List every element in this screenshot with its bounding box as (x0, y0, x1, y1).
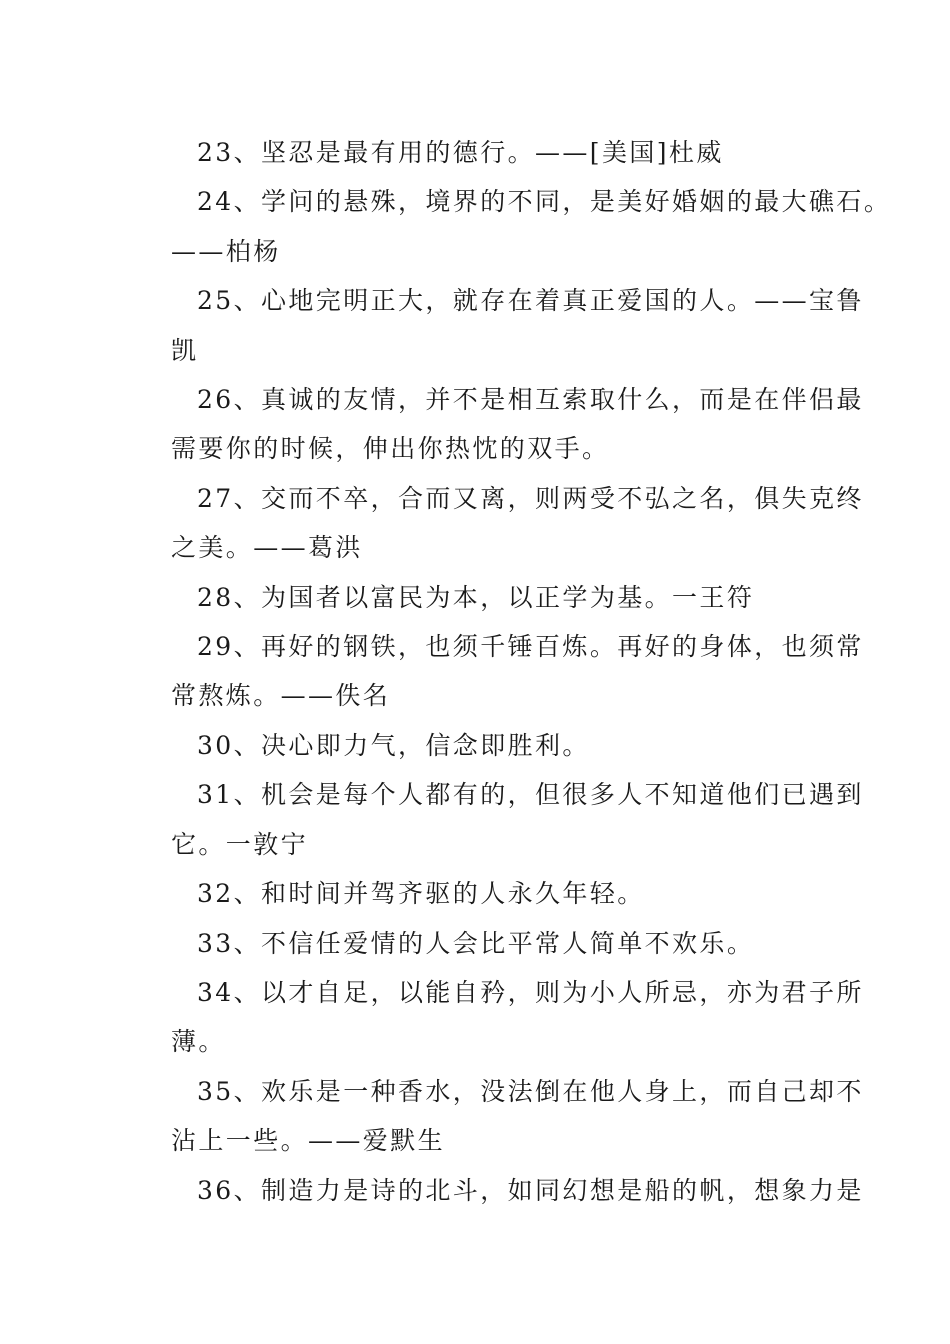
quote-line: 凯 (171, 335, 199, 365)
quote-28 (145, 573, 820, 622)
quote-line: 沾上一些。——爱默生 (171, 1126, 446, 1156)
quote-line: 30、决心即力气，信念即胜利。 (197, 730, 590, 760)
quote-line: 29、再好的钢铁，也须千锤百炼。再好的身体，也须常 (197, 632, 864, 662)
quote-25 (145, 276, 864, 375)
quote-29 (145, 622, 864, 721)
quote-33 (145, 919, 820, 968)
quote-24 (145, 177, 892, 276)
quote-line: 25、心地完明正大，就存在着真正爱国的人。——宝鲁 (197, 286, 864, 316)
quote-32 (145, 869, 820, 918)
quote-line: 23、坚忍是最有用的德行。——[美国]杜威 (197, 138, 724, 167)
quote-list (145, 128, 892, 1215)
quote-line: 之美。——葛洪 (171, 533, 363, 563)
quote-line: 35、欢乐是一种香水，没法倒在他人身上，而自己却不 (197, 1076, 864, 1106)
quote-27 (145, 474, 864, 573)
quote-line: 需要你的时候，伸出你热忱的双手。 (171, 434, 610, 464)
quote-line: 28、为国者以富民为本，以正学为基。一王符 (197, 582, 755, 612)
quote-line: 它。一敦宁 (171, 829, 309, 859)
quote-34 (145, 968, 864, 1067)
quote-30 (145, 721, 820, 770)
quote-line: 33、不信任爱情的人会比平常人简单不欢乐。 (197, 928, 755, 958)
quote-26 (145, 375, 864, 474)
quote-36 (145, 1166, 864, 1215)
quote-line: 32、和时间并驾齐驱的人永久年轻。 (197, 879, 645, 909)
quote-line: 36、制造力是诗的北斗，如同幻想是船的帆，想象力是 (197, 1175, 864, 1205)
quote-23 (145, 128, 820, 177)
quote-line: 27、交而不卒，合而又离，则两受不弘之名，俱失克终 (197, 483, 864, 513)
quote-line: 34、以才自足，以能自矜，则为小人所忌，亦为君子所 (197, 977, 864, 1007)
quote-line: 薄。 (171, 1027, 226, 1057)
quote-line: 26、真诚的友情，并不是相互索取什么，而是在伴侣最 (197, 385, 864, 415)
quote-31 (145, 770, 864, 869)
quote-line: 31、机会是每个人都有的，但很多人不知道他们已遇到 (197, 780, 864, 810)
quote-line: 24、学问的悬殊，境界的不同，是美好婚姻的最大礁石。 (197, 187, 892, 217)
quote-35 (145, 1067, 864, 1166)
quote-line: 常熬炼。——佚名 (171, 681, 391, 711)
quote-line: ——柏杨 (171, 236, 281, 266)
